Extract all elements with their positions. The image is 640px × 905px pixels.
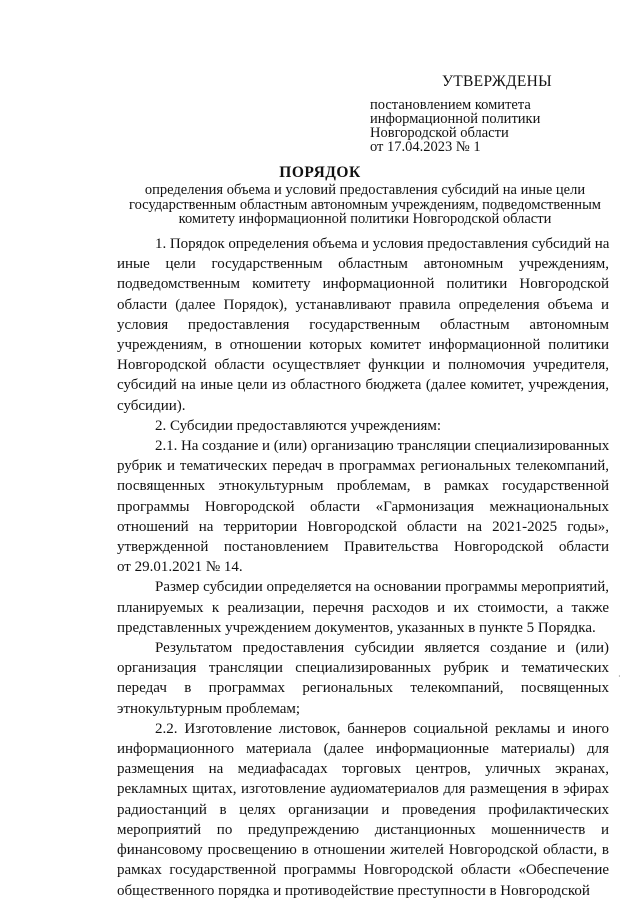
paragraph-line: 2.1. На создание и (или) организацию трансляции специализированных <box>155 438 610 455</box>
paragraph-line: мероприятий по предупреждению дистанционных мошенничеств и <box>117 821 609 838</box>
paragraph-line: рубрик и тематических передач в программах региональных телекомпаний, <box>117 458 609 475</box>
paragraph-line: иные цели государственным областным автономным учреждениям, <box>117 256 610 273</box>
paragraph-line: информационного материала (далее информационные материалы) для <box>117 741 609 758</box>
paragraph <box>117 638 609 719</box>
paragraph <box>117 234 609 416</box>
subtitle-line: государственным областным автономным учреждениям, подведомственным <box>128 196 601 213</box>
paragraph-line: размещения на медиафасадах торговых центров, уличных экранах, <box>117 761 609 778</box>
document-body <box>117 234 609 901</box>
paragraph-line: посвященных этнокультурным проблемам, в рамках государственной <box>117 478 610 495</box>
paragraph <box>117 577 609 638</box>
paragraph-line: субсидии). <box>117 397 186 414</box>
paragraph-line: Результатом предоставления субсидии является создание и (или) <box>155 640 609 657</box>
paragraph-line: отношений на территории Новгородской области на 2021-2025 годы», <box>117 518 610 535</box>
paragraph-line: 2. Субсидии предоставляются учреждениям: <box>155 417 442 434</box>
paragraph-line: учреждениям, в отношении которых комитет информационной политики <box>117 337 609 354</box>
paragraph-line: представленных учреждением документов, указанных в пункте 5 Порядка. <box>117 619 596 636</box>
paragraph-line: передач в программах региональных телекомпаний, посвященных <box>117 680 610 697</box>
paragraph-line: утвержденной постановлением Правительства Новгородской области <box>117 539 609 556</box>
paragraph-line: рамках государственной программы Новгородской области «Обеспечение <box>117 862 609 879</box>
paragraph-line: планируемых к реализации, перечня расходов и их стоимости, а также <box>117 599 609 616</box>
paragraph-line: области (далее Порядок), устанавливают правила определения объема и <box>117 296 609 313</box>
paragraph-line: программы Новгородской области «Гармонизация межнациональных <box>117 498 610 515</box>
approval-line: Новгородской области <box>370 125 509 141</box>
paragraph-line: общественного порядка и противодействие преступности в Новгородской <box>117 882 590 899</box>
paragraph <box>117 719 609 901</box>
paragraph-line: организация трансляции специализированных рубрик и тематических <box>117 660 610 677</box>
paragraph-line: субсидий на иные цели из областного бюджета (далее комитет, учреждения, <box>117 377 609 394</box>
approval-block <box>370 72 600 154</box>
paragraph-line: радиостанций в целях организации и проведения профилактических <box>117 801 609 818</box>
approval-line: информационной политики <box>370 111 541 127</box>
paragraph-line: Новгородской области осуществляет функции и полномочия учредителя, <box>117 357 610 374</box>
paragraph-line: финансовому просвещению в отношении жителей Новгородской области, в <box>117 842 609 859</box>
paragraph-line: 2.2. Изготовление листовок, баннеров социальной рекламы и иного <box>155 720 609 737</box>
subtitle-line: определения объема и условий предоставления субсидий на иные цели <box>144 182 586 198</box>
document-subtitle <box>110 183 620 227</box>
approval-date-line: от 17.04.2023 № 1 <box>370 139 481 155</box>
approval-details <box>370 98 600 154</box>
paragraph-line: подведомственным комитету информационной политики Новгородской <box>117 276 609 293</box>
approval-line: постановлением комитета <box>370 97 531 113</box>
paragraph-line: этнокультурным проблемам; <box>117 700 301 717</box>
paragraph-line: Размер субсидии определяется на основании программы мероприятий, <box>155 579 609 596</box>
approval-title: УТВЕРЖДЕНЫ <box>442 73 552 90</box>
paragraph <box>117 416 609 436</box>
document-title: ПОРЯДОК <box>279 164 361 181</box>
paragraph-line: от 29.01.2021 № 14. <box>117 559 243 576</box>
paragraph-line: условия предоставления государственным областным автономным <box>117 316 609 333</box>
subtitle-line: комитету информационной политики Новгородской области <box>178 211 552 227</box>
paragraph-line: рекламных щитах, изготовление аудиоматериалов для размещения в эфирах <box>117 781 610 798</box>
margin-mark: · <box>618 672 621 681</box>
paragraph-line: 1. Порядок определения объема и условия предоставления субсидий на <box>155 236 610 252</box>
paragraph <box>117 436 609 577</box>
